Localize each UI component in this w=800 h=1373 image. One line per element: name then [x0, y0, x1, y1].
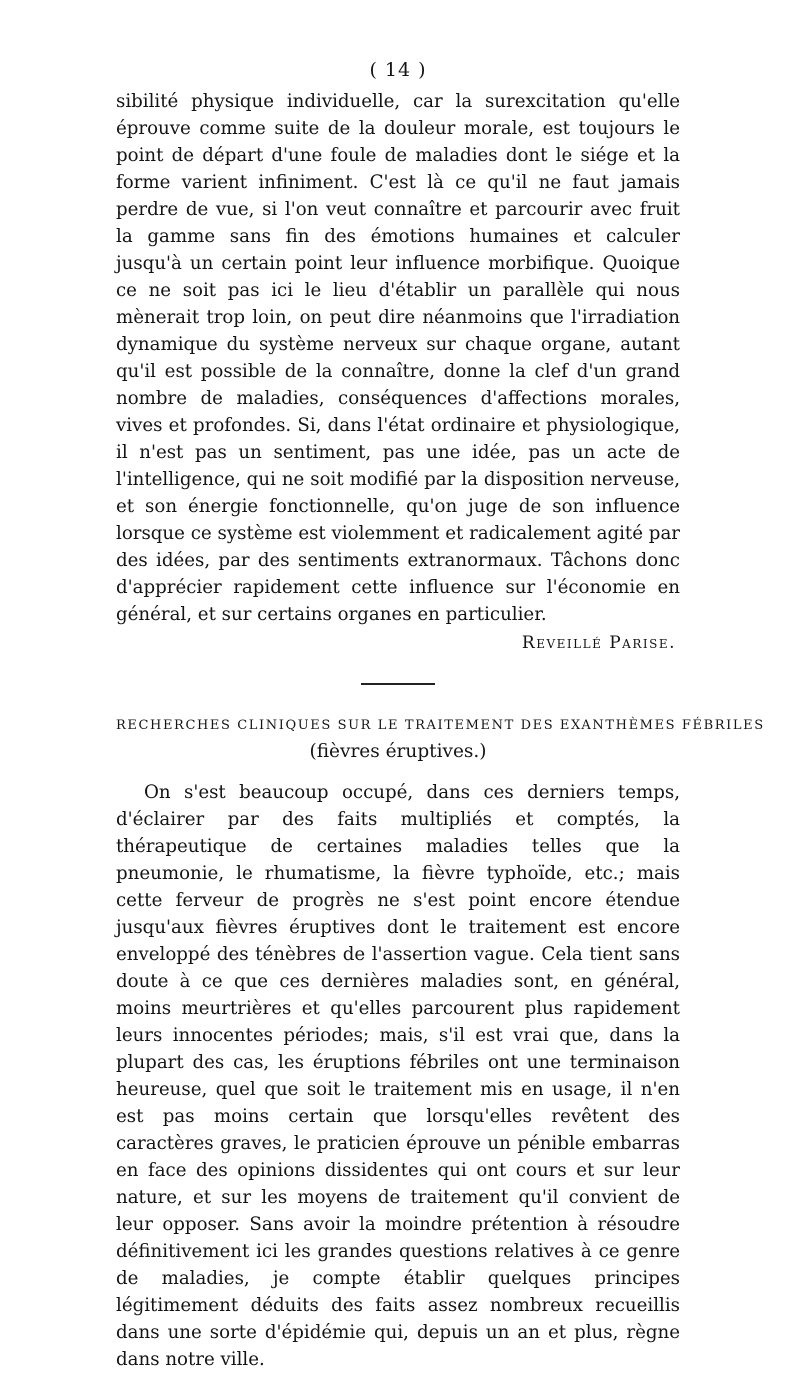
section-divider	[361, 683, 435, 685]
author-signature: Reveillé Parise.	[521, 633, 676, 653]
article-subtitle: (fièvres éruptives.)	[309, 741, 487, 762]
article-body: On s'est beaucoup occupé, dans ces derniers temps, d'éclairer par des faits multipliés et comptés, la thérapeutique de certaines maladies telles que la pneumonie, le rhumatisme, la fièvre typhoïde, etc.; mais cette ferveur de progrès ne s'est point encore étendue jusqu'aux fièvres éruptives dont le traitement est encore enveloppé des ténèbres de l'assertion vague. Cela tient sans doute à ce que ces dernières maladies sont, en général, moins meurtrières et qu'elles parcourent plus rapidement leurs innocentes périodes; mais, s'il est vrai que, dans la plupart des cas, les éruptions fébriles ont une terminaison heureuse, quel que soit le traitement mis en usage, il n'en est pas moins certain que lorsqu'elles revêtent des caractères graves, le praticien éprouve un pénible embarras en face des opinions dissidentes qui ont cours et sur leur nature, et sur les moyens de traitement qu'il convient de leur opposer. Sans avoir la moindre prétention à résoudre définitivement ici les grandes questions relatives à ce genre de maladies, je compte établir quelques principes légitimement déduits des faits assez nombreux recueillis dans une sorte d'épidémie qui, depuis un an et plus, règne dans notre ville.	[116, 782, 680, 1370]
article-title: RECHERCHES CLINIQUES SUR LE TRAITEMENT DES EXANTHÈMES FÉBRILES	[116, 718, 765, 733]
intro-paragraph: sibilité physique individuelle, car la surexcitation qu'elle éprouve comme suite de la douleur morale, est toujours le point de départ d'une foule de maladies dont le siége et la forme varient infiniment. C'est là ce qu'il ne faut jamais perdre de vue, si l'on veut connaître et parcourir avec fruit la gamme sans fin des émotions humaines et calculer jusqu'à un certain point leur influence morbifique. Quoique ce ne soit pas ici le lieu d'établir un parallèle qui nous mènerait trop loin, on peut dire néanmoins que l'irradiation dynamique du système nerveux sur chaque organe, autant qu'il est possible de la connaître, donne la clef d'un grand nombre de maladies, conséquences d'affections morales, vives et profondes. Si, dans l'état ordinaire et physiologique, il n'est pas un sentiment, pas une idée, pas un acte de l'intelligence, qui ne soit modifié par la disposition nerveuse, et son énergie fonctionnelle, qu'on juge de son influence lorsque ce système est violemment et radicalement agité par des idées, par des sentiments extranormaux. Tâchons donc d'apprécier rapidement cette influence sur l'économie en général, et sur certains organes en particulier.	[116, 91, 680, 625]
book-page	[116, 58, 765, 1373]
page-number: ( 14 )	[369, 59, 427, 81]
